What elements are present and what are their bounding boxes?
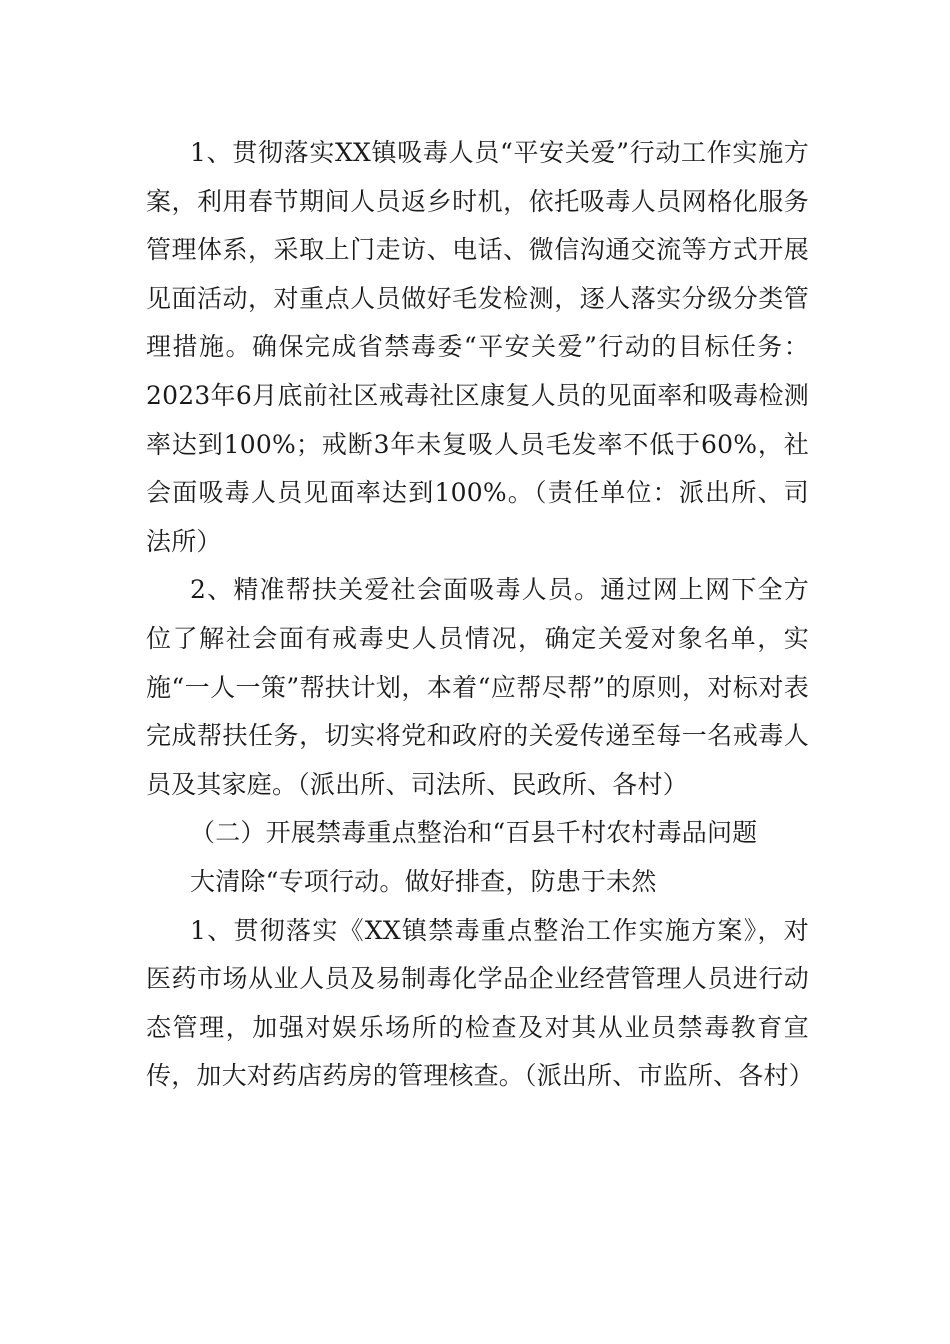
- section-heading-line-1: （二）开展禁毒重点整治和“百县千村农村毒品问题: [190, 818, 758, 848]
- paragraph-jing-zhun-bang-fu: 2、精准帮扶关爱社会面吸毒人员。通过网上网下全方位了解社会面有戒毒史人员情况，确定关爱对象名单，实施“一人一策”帮扶计划，本着“应帮尽帮”的原则，对标对表完成帮扶任务，切实将党和政府的关爱传递至每一名戒毒人员及其家庭。（派出所、司法所、民政所、各村）: [146, 575, 809, 799]
- section-heading: [146, 809, 809, 906]
- paragraph-ping-an-guan-ai: 1、贯彻落实XX镇吸毒人员“平安关爱”行动工作实施方案，利用春节期间人员返乡时机，依托吸毒人员网格化服务管理体系，采取上门走访、电话、微信沟通交流等方式开展见面活动，对重点人员做好毛发检测，逐人落实分级分类管理措施。确保完成省禁毒委“平安关爱”行动的目标任务：2023年6月底前社区戒毒社区康复人员的见面率和吸毒检测率达到100%；戒断3年未复吸人员毛发率不低于60%，社会面吸毒人员见面率达到100%。（责任单位：派出所、司法所）: [146, 138, 809, 556]
- document-body: [146, 129, 814, 1101]
- section-heading-line-2: 大清除“专项行动。做好排查，防患于未然: [190, 866, 657, 896]
- paragraph-zhong-dian-zheng-zhi: 1、贯彻落实《XX镇禁毒重点整治工作实施方案》，对医药市场从业人员及易制毒化学品企业经营管理人员进行动态管理，加强对娱乐场所的检查及对其从业员禁毒教育宣传，加大对药店药房的管理核查。（派出所、市监所、各村）: [146, 915, 814, 1091]
